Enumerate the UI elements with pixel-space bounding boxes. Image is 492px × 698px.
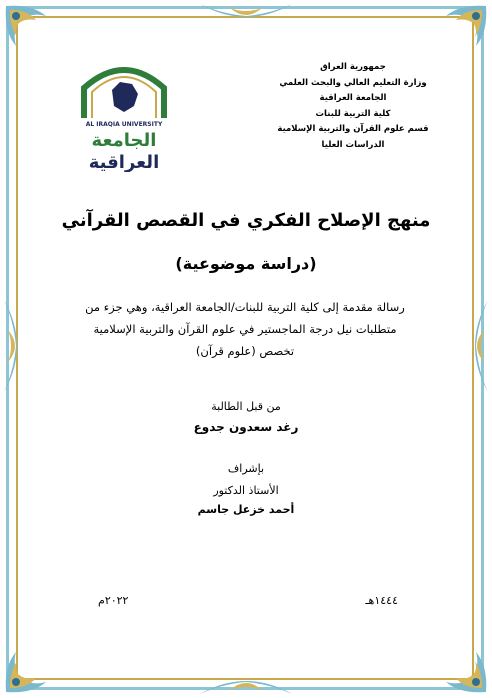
corner-ornament-icon	[430, 636, 490, 696]
date-hijri: ١٤٤٤هـ	[365, 594, 398, 607]
description-line: تخصص (علوم قرآن)	[195, 344, 295, 358]
logo-english-text: AL IRAQIA UNIVERSITY	[85, 121, 163, 128]
university-logo	[62, 48, 186, 172]
edge-ornament-icon	[464, 300, 492, 392]
description-line: متطلبات نيل درجة الماجستير في علوم القرآن والتربية الإسلامية	[93, 322, 397, 336]
supervisor-title: الأستاذ الدكتور	[213, 484, 279, 497]
supervisor-name: أحمد خزعل جاسم	[197, 503, 295, 516]
header-line: وزارة التعليم العالي والبحث العلمي	[279, 77, 427, 88]
student-name: رغد سعدون جدوع	[193, 420, 299, 434]
header-line: الجامعة العراقية	[319, 93, 387, 103]
header-line: جمهورية العراق	[320, 62, 386, 72]
header-line: كلية التربية للبنات	[315, 108, 391, 119]
edge-ornament-icon	[0, 300, 28, 392]
edge-ornament-icon	[200, 0, 292, 28]
supervision-label: بإشراف	[227, 462, 265, 475]
edge-ornament-icon	[200, 670, 292, 698]
corner-ornament-icon	[430, 2, 490, 62]
thesis-subtitle: (دراسة موضوعية)	[175, 254, 317, 273]
by-student-label: من قبل الطالبة	[211, 400, 281, 413]
date-gregorian: ٢٠٢٢م	[98, 594, 129, 607]
corner-ornament-icon	[2, 2, 62, 62]
thesis-title: منهج الإصلاح الفكري في القصص القرآني	[61, 210, 431, 231]
description-line: رسالة مقدمة إلى كلية التربية للبنات/الجامعة العراقية، وهي جزء من	[85, 300, 405, 314]
institution-header	[268, 60, 438, 153]
logo-arabic-line2: العراقية	[88, 152, 160, 172]
corner-ornament-icon	[2, 636, 62, 696]
thesis-description	[76, 296, 414, 362]
logo-arabic-line1: الجامعة	[91, 130, 157, 151]
header-line: الدراسات العليا	[321, 139, 385, 150]
header-line: قسم علوم القرآن والتربية الإسلامية	[277, 124, 429, 134]
